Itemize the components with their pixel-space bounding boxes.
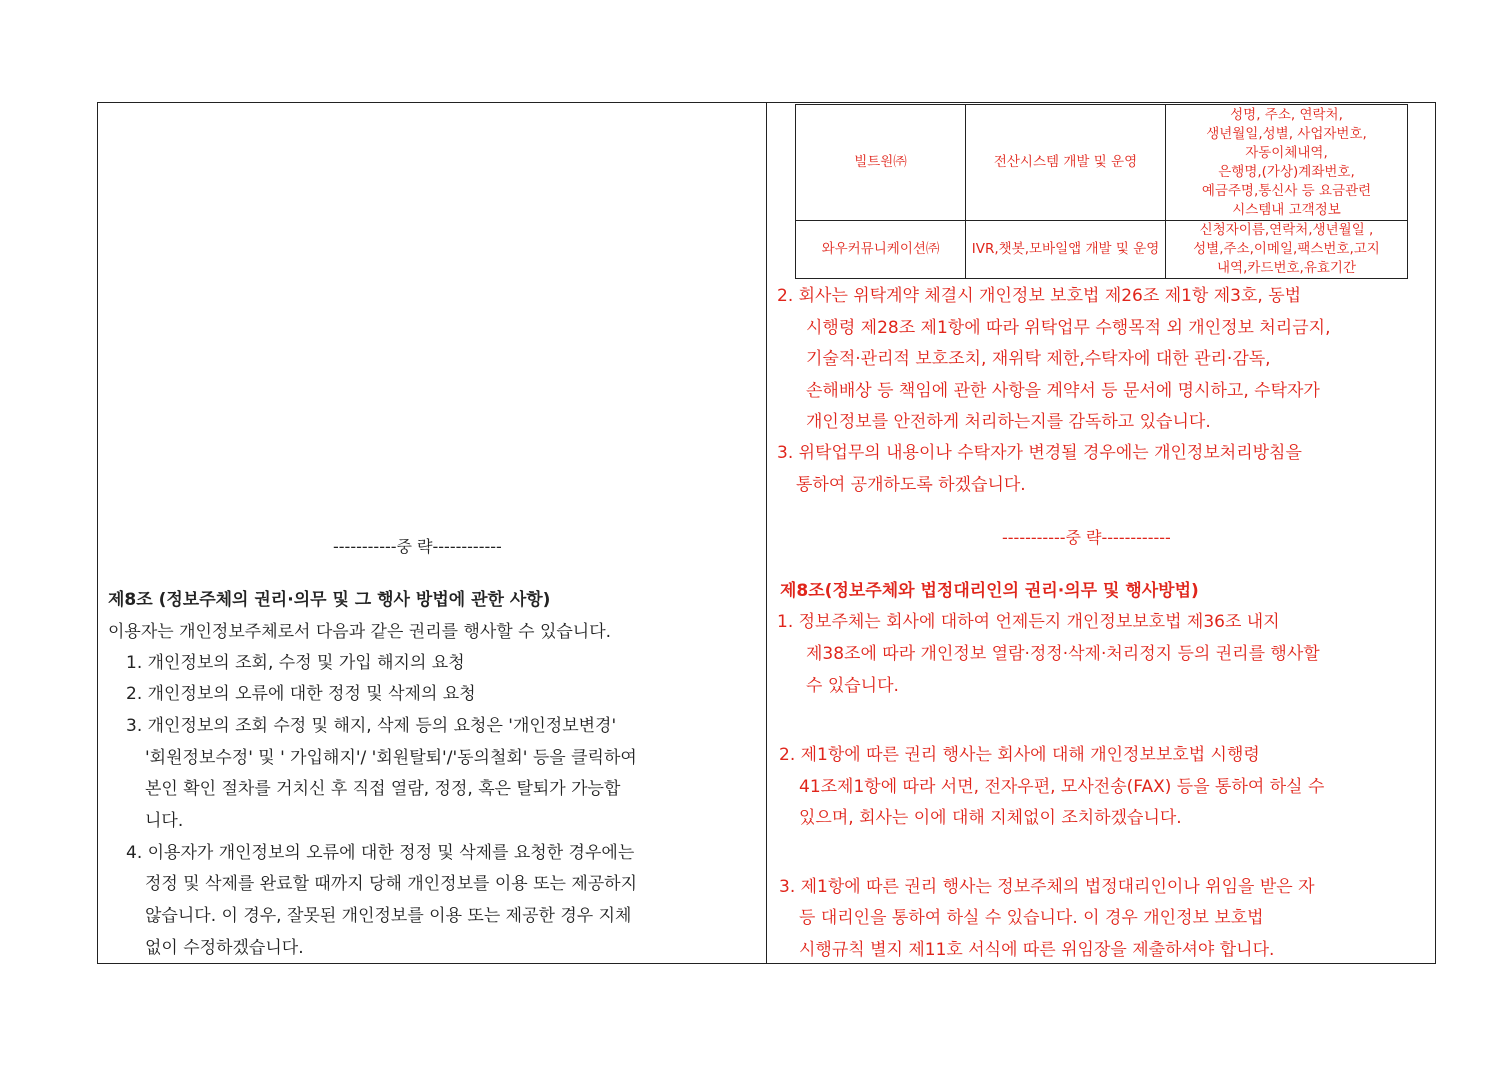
clause-paragraph-line: 개인정보를 안전하게 처리하는지를 감독하고 있습니다. — [806, 412, 1211, 432]
clause-paragraph-line — [777, 286, 1424, 306]
info-line: 생년월일,성별, 사업자번호, — [1206, 125, 1367, 142]
consignee-info — [1166, 221, 1408, 279]
info-line: 내역,카드번호,유효기간 — [1217, 260, 1356, 276]
section-heading: 제8조 (정보주체의 권리·의무 및 그 행사 방법에 관한 사항) — [108, 590, 551, 610]
clause-paragraph-line: 1. 정보주체는 회사에 대하여 언제든지 개인정보보호법 제36조 내지 — [777, 612, 1280, 632]
info-line: 자동이체내역, — [1245, 144, 1328, 161]
info-line: 예금주명,통신사 등 요금관련 — [1201, 182, 1372, 199]
consignee-table — [795, 104, 1408, 279]
info-line: 신청자이름,연락처,생년월일 , — [1199, 222, 1374, 238]
clause-paragraph-line: 시행규칙 별지 제11호 서식에 따른 위임장을 제출하셔야 합니다. — [799, 940, 1275, 960]
info-line: 시스템내 고객정보 — [1232, 201, 1341, 218]
section-intro: 이용자는 개인정보주체로서 다음과 같은 권리를 행사할 수 있습니다. — [108, 622, 612, 642]
list-item-continued: 니다. — [145, 811, 184, 831]
clause-paragraph-line: 등 대리인을 통하여 하실 수 있습니다. 이 경우 개인정보 보호법 — [799, 908, 1264, 928]
line-text: '회원정보수정' 및 ' 가입해지'/ '회원탈퇴'/'동의철회' 등을 클릭하여 — [145, 748, 637, 768]
clause-paragraph-line: 시행령 제28조 제1항에 따라 위탁업무 수행목적 외 개인정보 처리금지, — [806, 318, 1331, 338]
line-text: 41조제1항에 따라 서면, 전자우편, 모사전송(FAX) 등을 통하여 하실 수 — [799, 777, 1325, 797]
list-item: 2. 개인정보의 오류에 대한 정정 및 삭제의 요청 — [126, 684, 476, 704]
clause-paragraph-line: 3. 위탁업무의 내용이나 수탁자가 변경될 경우에는 개인정보처리방침을 — [777, 443, 1302, 463]
left-column-original — [97, 102, 766, 964]
right-column-revised — [766, 102, 1436, 964]
list-item: 1. 개인정보의 조회, 수정 및 가입 해지의 요청 — [126, 653, 465, 673]
clause-paragraph-line — [806, 349, 1424, 369]
line-text: 기술적·관리적 보호조치, 재위탁 제한,수탁자에 대한 관리·감독, — [806, 349, 1271, 369]
clause-paragraph-line — [779, 877, 1417, 897]
consignee-task: 전산시스템 개발 및 운영 — [966, 105, 1166, 221]
info-line: 성명, 주소, 연락처, — [1230, 106, 1343, 123]
clause-paragraph-line: 통하여 공개하도록 하겠습니다. — [796, 475, 1026, 495]
section-heading: 제8조(정보주체와 법정대리인의 권리·의무 및 행사방법) — [780, 581, 1199, 601]
clause-paragraph-line: 손해배상 등 책임에 관한 사항을 계약서 등 문서에 명시하고, 수탁자가 — [806, 381, 1320, 401]
table-row — [796, 221, 1408, 279]
list-item: 4. 이용자가 개인정보의 오류에 대한 정정 및 삭제를 요청한 경우에는 — [126, 843, 635, 863]
info-line: 은행명,(가상)계좌번호, — [1218, 163, 1355, 180]
list-item-continued: 본인 확인 절차를 거치신 후 직접 열람, 정정, 혹은 탈퇴가 가능합 — [145, 779, 621, 799]
clause-paragraph-line: 수 있습니다. — [806, 676, 899, 696]
table-row — [796, 105, 1408, 221]
list-item-continued: 않습니다. 이 경우, 잘못된 개인정보를 이용 또는 제공한 경우 지체 — [145, 906, 632, 926]
consignee-info — [1166, 105, 1408, 221]
list-item-continued: 없이 수정하겠습니다. — [145, 938, 304, 958]
clause-paragraph-line — [799, 777, 1411, 797]
clause-paragraph-line: 있으며, 회사는 이에 대해 지체없이 조치하겠습니다. — [799, 808, 1182, 828]
list-item-continued: 정정 및 삭제를 완료할 때까지 당해 개인정보를 이용 또는 제공하지 — [145, 874, 638, 894]
line-text: 3. 제1항에 따른 권리 행사는 정보주체의 법정대리인이나 위임을 받은 자 — [779, 877, 1315, 897]
line-text: 2. 회사는 위탁계약 체결시 개인정보 보호법 제26조 제1항 제3호, 동법 — [777, 286, 1302, 306]
consignee-name: 빌트원㈜ — [796, 105, 966, 221]
info-line: 성별,주소,이메일,팩스번호,고지 — [1193, 241, 1380, 257]
clause-paragraph-line: 제38조에 따라 개인정보 열람·정정·삭제·처리정지 등의 권리를 행사할 — [806, 644, 1320, 664]
list-item: 3. 개인정보의 조회 수정 및 해지, 삭제 등의 요청은 '개인정보변경' — [126, 716, 617, 736]
clause-paragraph-line: 2. 제1항에 따른 권리 행사는 회사에 대해 개인정보보호법 시행령 — [779, 745, 1260, 765]
list-item-continued — [145, 748, 735, 768]
consignee-task: IVR,챗봇,모바일앱 개발 및 운영 — [966, 221, 1166, 279]
omission-separator: -----------중 략------------ — [1002, 528, 1171, 547]
consignee-name: 와우커뮤니케이션㈜ — [796, 221, 966, 279]
omission-separator: -----------중 략------------ — [333, 537, 502, 556]
